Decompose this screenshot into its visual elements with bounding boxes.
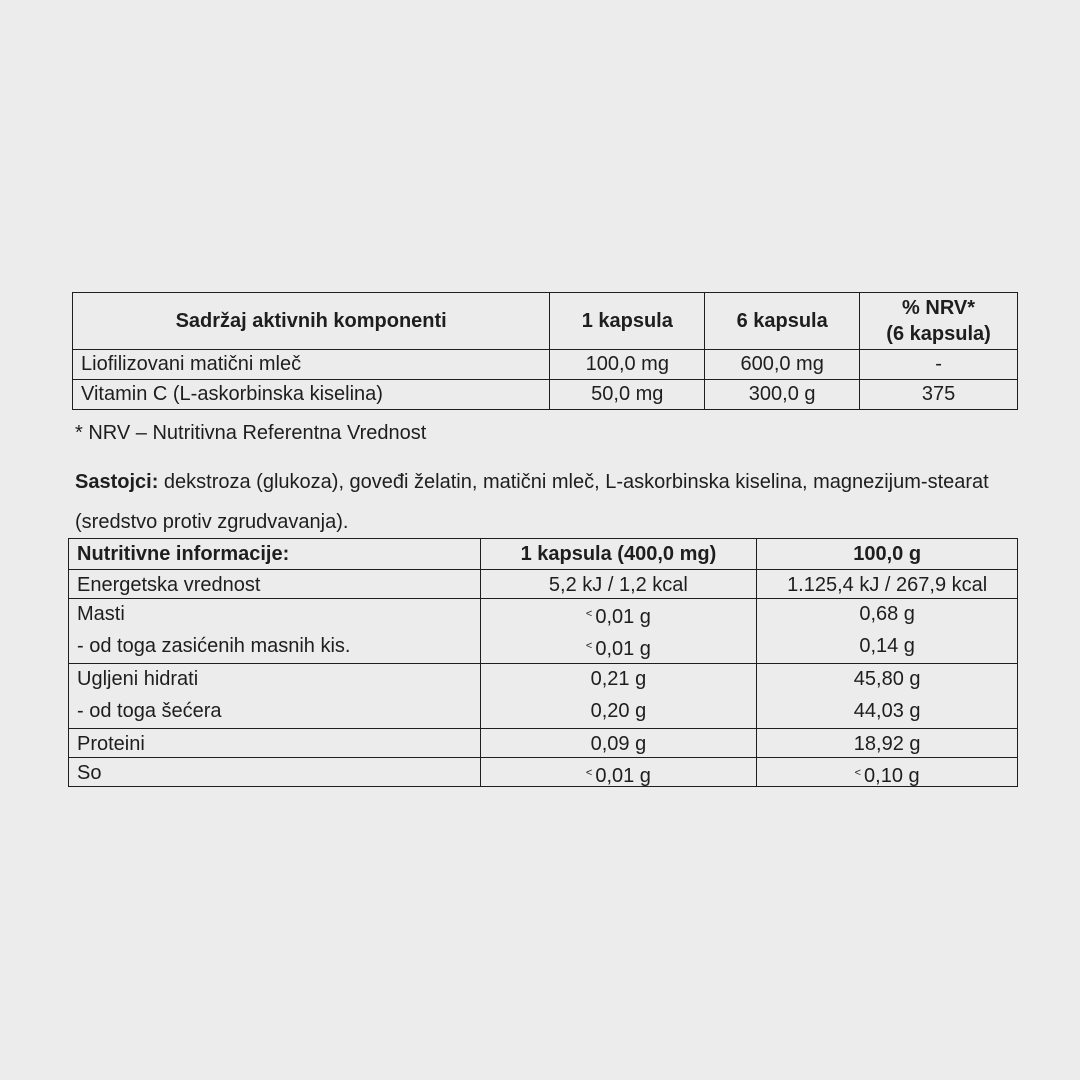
nutrient-fat-label	[69, 599, 481, 664]
component-name: Vitamin C (L-askorbinska kiselina)	[73, 380, 550, 410]
header-1-capsule: 1 kapsula (400,0 mg)	[480, 539, 757, 570]
fat-label: Masti	[77, 603, 125, 625]
salt-100g	[757, 758, 1018, 787]
header-components: Sadržaj aktivnih komponenti	[73, 293, 550, 350]
value-1-capsule: 100,0 mg	[550, 350, 705, 380]
less-than-sign: <	[585, 608, 593, 620]
header-6-capsules: 6 kapsula	[705, 293, 860, 350]
protein-1-capsule: 0,09 g	[480, 729, 757, 758]
value-nrv: -	[860, 350, 1018, 380]
ingredients-text: dekstroza (glukoza), goveđi želatin, matični mleč, L-askorbinska kiselina, magnezijum-stearat (sredstvo protiv zgrudvavanja).	[75, 471, 989, 533]
table-row	[69, 758, 1018, 787]
nutrient-protein-label: Proteini	[69, 729, 481, 758]
component-name: Liofilizovani matični mleč	[73, 350, 550, 380]
salt-100g-value: 0,10 g	[864, 765, 920, 787]
value-1-capsule: 50,0 mg	[550, 380, 705, 410]
ingredients-label: Sastojci:	[75, 471, 159, 493]
nrv-footnote: * NRV – Nutritivna Referentna Vrednost	[75, 422, 427, 444]
nutrient-energy-label: Energetska vrednost	[69, 570, 481, 599]
energy-100g: 1.125,4 kJ / 267,9 kcal	[757, 570, 1018, 599]
sugars-100g-value: 44,03 g	[853, 700, 921, 722]
carbs-1-capsule	[480, 664, 757, 729]
saturated-label: - od toga zasićenih masnih kis.	[77, 635, 351, 657]
less-than-sign: <	[585, 640, 593, 652]
less-than-sign: <	[585, 767, 593, 779]
carbs-1-capsule-value: 0,21 g	[590, 668, 647, 690]
ingredients-paragraph	[75, 462, 1075, 542]
energy-1-capsule: 5,2 kJ / 1,2 kcal	[480, 570, 757, 599]
sugars-label: - od toga šećera	[77, 700, 222, 722]
header-1-capsule: 1 kapsula	[550, 293, 705, 350]
table-row	[73, 350, 1018, 380]
carbs-100g	[757, 664, 1018, 729]
salt-1-capsule-value: 0,01 g	[595, 765, 651, 787]
table-header-row	[73, 293, 1018, 350]
active-components-table	[72, 292, 1018, 410]
fat-1-capsule-value: 0,01 g	[595, 606, 651, 628]
carbs-100g-value: 45,80 g	[853, 668, 921, 690]
less-than-sign: <	[854, 767, 862, 779]
table-row	[69, 729, 1018, 758]
fat-1-capsule	[480, 599, 757, 664]
saturated-100g-value: 0,14 g	[859, 635, 915, 657]
table-row	[73, 380, 1018, 410]
header-nrv-line2: (6 kapsula)	[886, 323, 991, 345]
saturated-1-capsule-value: 0,01 g	[595, 638, 651, 660]
value-6-capsules: 300,0 g	[705, 380, 860, 410]
nutrition-table	[68, 538, 1018, 787]
fat-100g-value: 0,68 g	[859, 603, 915, 625]
value-nrv: 375	[860, 380, 1018, 410]
table-row	[69, 570, 1018, 599]
salt-1-capsule	[480, 758, 757, 787]
fat-100g	[757, 599, 1018, 664]
carbs-label: Ugljeni hidrati	[77, 668, 199, 690]
notes-section	[75, 418, 1075, 542]
value-6-capsules: 600,0 mg	[705, 350, 860, 380]
protein-100g: 18,92 g	[757, 729, 1018, 758]
table-header-row	[69, 539, 1018, 570]
header-nrv	[860, 293, 1018, 350]
nutrient-salt-label: So	[69, 758, 481, 787]
table-row	[69, 599, 1018, 664]
header-nrv-line1: % NRV*	[902, 297, 976, 319]
sugars-1-capsule-value: 0,20 g	[590, 700, 647, 722]
header-nutrition-info: Nutritivne informacije:	[69, 539, 481, 570]
table-row	[69, 664, 1018, 729]
header-100g: 100,0 g	[757, 539, 1018, 570]
nutrient-carbs-label	[69, 664, 481, 729]
